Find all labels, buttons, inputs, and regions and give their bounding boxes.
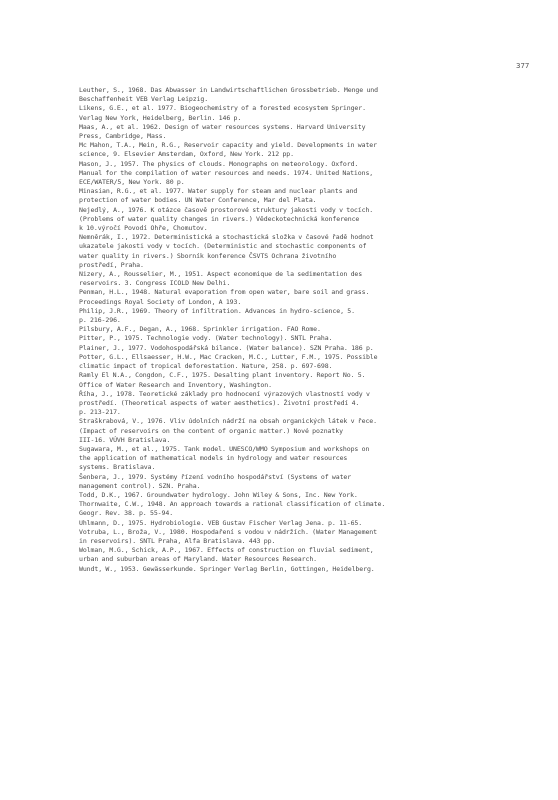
reference-entry [79, 519, 519, 528]
reference-line: p. 216-296. [79, 316, 121, 325]
reference-entry [79, 169, 519, 187]
reference-line: Verlag New York, Heidelberg, Berlin. 146 p. [79, 113, 242, 122]
reference-line: Todd, D.K., 1967. Groundwater hydrology. John Wiley & Sons, Inc. New York. [79, 490, 358, 499]
reference-line: Straškrabová, V., 1976. Vliv údolních nádrží na obsah organických látek v řece. [79, 417, 377, 426]
reference-line: k 10.výročí Povodí Ohře, Chomutov. [79, 224, 208, 233]
reference-entry [79, 123, 519, 141]
reference-line: Potter, G.L., Ellsaesser, H.W., Mac Cracken, M.C., Lutter, F.M., 1975. Possible [79, 352, 378, 361]
reference-entry [79, 206, 519, 234]
reference-line: Ramly El N.A., Congdon, C.F., 1975. Desalting plant inventory. Report No. 5. [79, 371, 366, 380]
reference-line: Press, Cambridge, Mass. [79, 132, 167, 141]
reference-entry [79, 390, 519, 418]
reference-entry [79, 353, 519, 371]
reference-line: Likens, G.E., et al. 1977. Biogeochemistry of a forested ecosystem Springer. [79, 104, 366, 113]
reference-entry [79, 86, 519, 104]
reference-line: prostředí, Praha. [79, 260, 144, 269]
reference-line: Leuther, S., 1968. Das Abwasser in Landwirtschaftlichen Grossbetrieb. Menge und [79, 86, 378, 94]
reference-line: protection of water bodies. UN Water Conference, Mar del Plata. [79, 196, 317, 205]
reference-line: Uhlmann, D., 1975. Hydrobiologie. VEB Gustav Fischer Verlag Jena. p. 11-65. [79, 518, 363, 527]
reference-line: water quality in rivers.) Sborník konference ČSVTS Ochrana životního [79, 251, 337, 260]
reference-line: (Impact of reservoirs on the content of organic matter.) Nové poznatky [79, 426, 343, 435]
reference-entry [79, 334, 519, 343]
reference-entry [79, 371, 519, 389]
reference-line: p. 213-217. [79, 408, 121, 417]
reference-line: Sugawara, M., et al., 1975. Tank model. UNESCO/WMO Symposium and workshops on [79, 444, 370, 453]
reference-entry [79, 565, 519, 574]
reference-entry [79, 104, 519, 122]
reference-line: Mc Mahon, T.A., Mein, R.G., Reservoir capacity and yield. Developments in water [79, 141, 377, 150]
reference-line: Plainer, J., 1977. Vodohospodářská bilance. (Water balance). SZN Praha. 186 p. [79, 343, 374, 352]
reference-entry [79, 473, 519, 491]
reference-line: Manual for the compilation of water resources and needs. 1974. United Nations, [79, 168, 374, 177]
reference-line: Proceedings Royal Society of London, A 193. [79, 297, 242, 306]
reference-line: science, 9. Elsevier Amsterdam, Oxford, New York. 212 pp. [79, 150, 294, 159]
reference-line: Říha, J., 1978. Teoretické základy pro hodnocení výrazových vlastností vody v [79, 389, 370, 398]
reference-line: Pitter, P., 1975. Technologie vody. (Water technology). SNTL Praha. [79, 334, 333, 343]
reference-line: Thornwaite, C.W., 1948. An approach towards a rational classification of climate. [79, 500, 386, 509]
reference-entry [79, 344, 519, 353]
reference-entry [79, 325, 519, 334]
reference-line: Beschaffenheit VEB Verlag Leipzig. [79, 95, 209, 104]
reference-line: prostředí. (Theoretical aspects of water aesthetics). Životní prostředí 4. [79, 398, 360, 407]
reference-line: Office of Water Research and Inventory, Washington. [79, 380, 272, 389]
reference-entry [79, 233, 519, 270]
reference-line: Maas, A., et al. 1962. Design of water resources systems. Harvard University [79, 122, 366, 131]
reference-line: Penman, H.L., 1948. Natural evaporation from open water, bare soil and grass. [79, 288, 370, 297]
reference-entry [79, 270, 519, 288]
reference-entry [79, 307, 519, 325]
reference-line: Wundt, W., 1953. Gewässerkunde. Springer Verlag Berlin, Gottingen, Heidelberg. [79, 564, 375, 573]
reference-entry [79, 160, 519, 169]
reference-line: ECE/WATER/5, New York. 80 p. [79, 178, 185, 187]
reference-line: management control). SZN. Praha. [79, 481, 201, 490]
reference-line: Wolman, M.G., Schick, A.P., 1967. Effects of construction on fluvial sediment, [79, 546, 374, 555]
reference-entry [79, 528, 519, 546]
reference-line: Nejedlý, A., 1976. K otázce časově prostorové struktury jakosti vody v tocích. [79, 205, 374, 214]
reference-line: urban and suburban areas of Maryland. Water Resources Research. [79, 555, 318, 564]
reference-line: Votruba, L., Broža, V., 1980. Hospodaření s vodou v nádržích. (Water Management [79, 527, 377, 536]
reference-entry [79, 187, 519, 205]
reference-line: Minasian, R.G., et al. 1977. Water supply for steam and nuclear plants and [79, 187, 358, 196]
reference-line: Geogr. Rev. 38. p. 55-94. [79, 509, 174, 518]
reference-entry [79, 288, 519, 306]
reference-line: reservoirs. 3. Congress ICOLD New Delhi. [79, 279, 231, 288]
page-number: 377 [516, 61, 530, 70]
reference-entry [79, 141, 519, 159]
reference-line: Pilsbury, A.F., Degan, A., 1968. Sprinkler irrigation. FAO Rome. [79, 325, 321, 334]
reference-line: Philip, J.R., 1969. Theory of infiltration. Advances in hydro-science, 5. [79, 306, 355, 315]
reference-line: systems. Bratislava. [79, 463, 156, 472]
reference-entry [79, 491, 519, 500]
reference-entry [79, 500, 519, 518]
reference-line: III-16. VÚVH Bratislava. [79, 435, 171, 444]
reference-line: the application of mathematical models in hydrology and water resources [79, 454, 348, 463]
reference-line: climatic impact of tropical deforestation. Nature, 258. p. 697-698. [79, 362, 333, 371]
reference-entry [79, 445, 519, 473]
reference-line: Šenbera, J., 1979. Systémy řízení vodního hospodářství (Systems of water [79, 472, 352, 481]
reference-entry [79, 417, 519, 445]
reference-line: in reservoirs). SNTL Praha, Alfa Bratislava. 443 pp. [79, 536, 276, 545]
reference-line: Nizery, A., Rousselier, M., 1951. Aspect economique de la sedimentation des [79, 270, 363, 279]
reference-list [79, 86, 519, 574]
reference-line: Mason, J., 1957. The physics of clouds. Monographs on meteorology. Oxford. [79, 159, 359, 168]
reference-entry [79, 546, 519, 564]
reference-line: (Problems of water quality changes in rivers.) Vědeckotechnická konference [79, 214, 360, 223]
reference-line: Nemněrák, I., 1972. Deterministická a stochastická složka v časové řadě hodnot [79, 233, 374, 242]
reference-line: ukazatele jakosti vody v tocích. (Deterministic and stochastic components of [79, 242, 367, 251]
